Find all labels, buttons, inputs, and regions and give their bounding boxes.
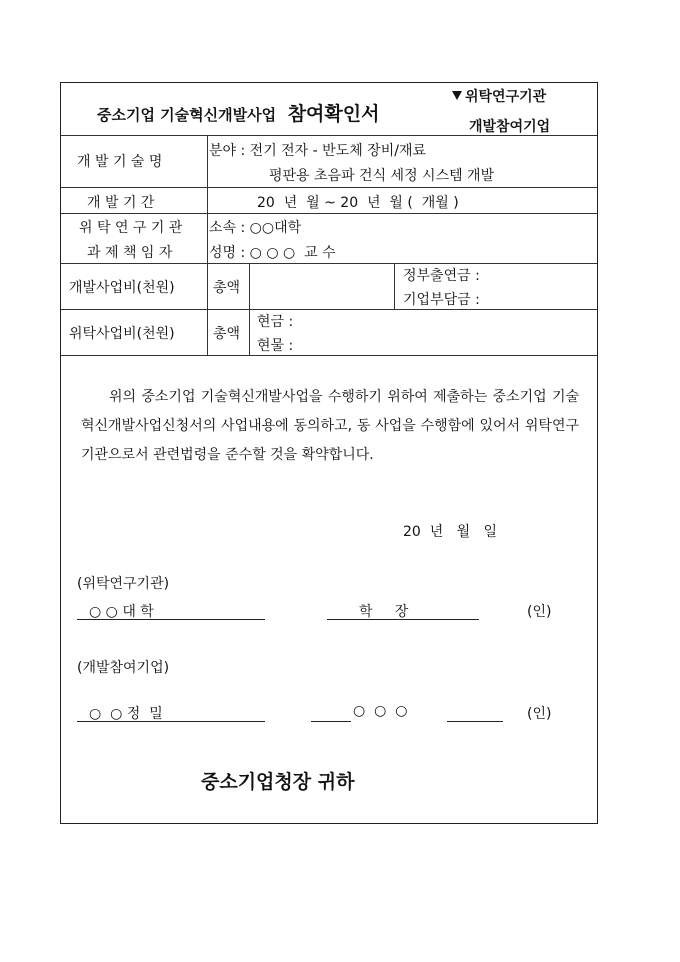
dev-total-label: 총액 [213, 280, 241, 296]
dev-name-title: 평판용 초음파 건식 세정 시스템 개발 [269, 168, 495, 184]
period-value: 20 년 월 ~ 20 년 월 ( 개월 ) [257, 195, 459, 211]
title-prefix: 중소기업 기술혁신개발사업 [97, 106, 277, 124]
consent-text: 위의 중소기업 기술혁신개발사업을 수행하기 위하여 제출하는 중소기업 기술혁신개발사업신청서의 사업내용에 동의하고, 동 사업을 수행함에 있어서 위탁연구기관으로서 관련법령을 준수할 것을 확약합니다. [81, 389, 579, 463]
project-manager-label: 과 제 책 임 자 [87, 245, 173, 261]
dev-name-label: 개 발 기 술 명 [77, 154, 163, 170]
gov-fund-field: 정부출연금 : [403, 268, 480, 284]
company-name: ○ ○ 정 밀 [89, 706, 163, 722]
form-frame [60, 82, 598, 824]
cash-field: 현금 : [257, 314, 294, 330]
addressee: 중소기업청장 귀하 [201, 771, 355, 793]
research-org-label: 위 탁 연 구 기 관 [79, 220, 183, 236]
form-title [97, 99, 379, 126]
research-org-name: ○ ○ 대 학 [89, 604, 154, 620]
title-main: 참여확인서 [287, 103, 380, 125]
contract-cost-label: 위탁사업비(천원) [69, 326, 175, 342]
down-triangle-icon [451, 89, 463, 101]
side-label-1: 위탁연구기관 [465, 89, 547, 105]
dev-name-field: 분야 : 전기 전자 - 반도체 장비/재료 [209, 143, 426, 159]
company-rep: ○ ○ ○ [353, 703, 408, 719]
contract-total-label: 총액 [213, 326, 241, 342]
side-label-2: 개발참여기업 [469, 119, 551, 135]
seal-1: (인) [527, 604, 552, 620]
seal-2: (인) [527, 706, 552, 722]
manager-name-field: 성명 : ○ ○ ○ 교 수 [209, 245, 336, 261]
period-label: 개 발 기 간 [87, 195, 155, 211]
corp-fund-field: 기업부담금 : [403, 292, 480, 308]
in-kind-field: 현물 : [257, 338, 294, 354]
research-org-title: 학 장 [359, 604, 409, 620]
company-sign-label: (개발참여기업) [77, 660, 170, 676]
dev-cost-label: 개발사업비(천원) [69, 280, 175, 296]
research-org-sign-label: (위탁연구기관) [77, 576, 170, 592]
date-line: 20 년 월 일 [403, 524, 497, 540]
affiliation-field: 소속 : ○○대학 [209, 220, 302, 236]
consent-paragraph [81, 383, 579, 470]
